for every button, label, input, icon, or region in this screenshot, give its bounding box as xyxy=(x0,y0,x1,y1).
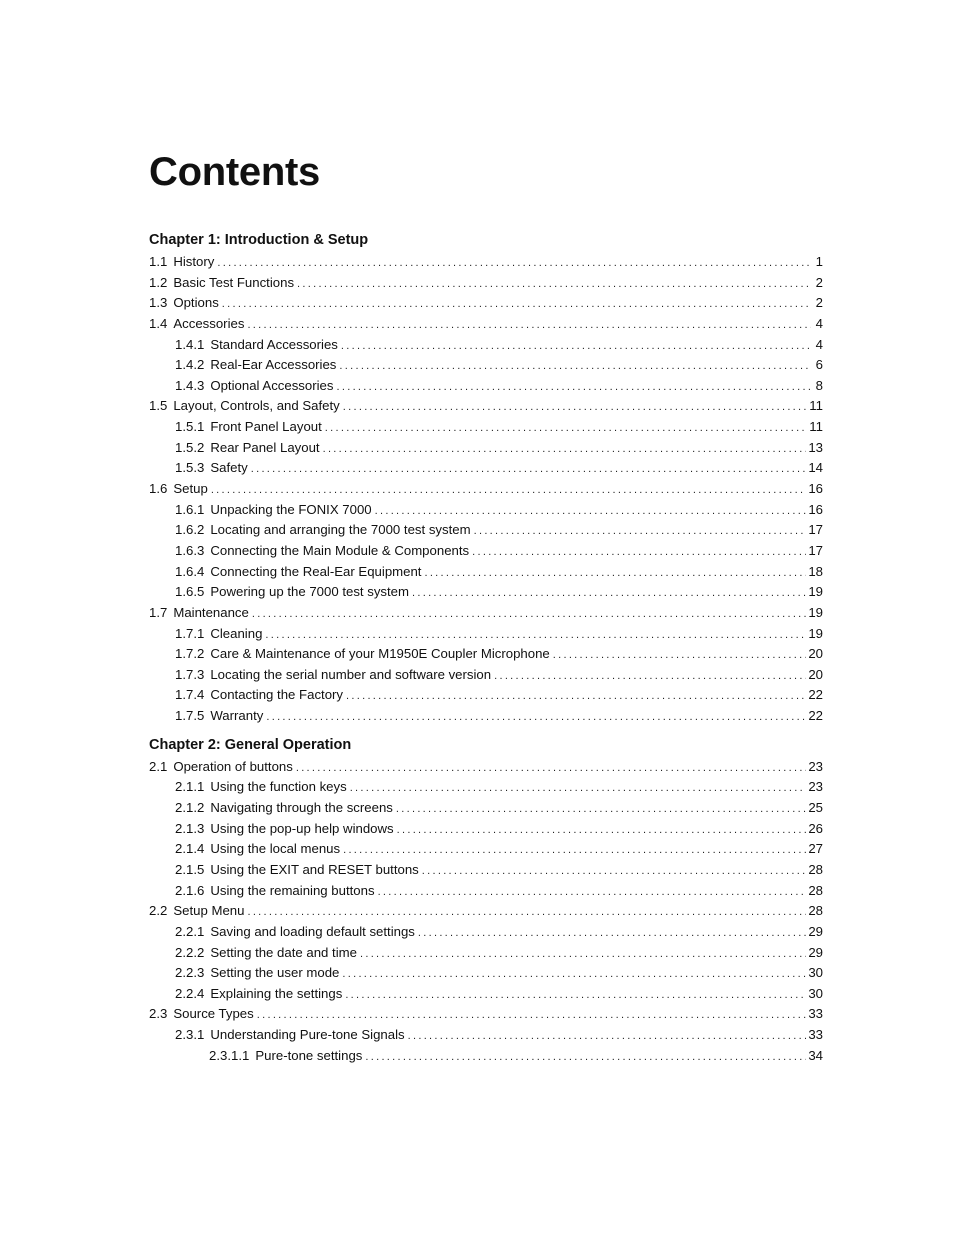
toc-entry-title: Maintenance xyxy=(173,604,249,620)
toc-entry[interactable] xyxy=(149,1025,823,1046)
toc-entry-number: 1.6.3 xyxy=(175,542,205,558)
toc-entry-number: 1.5.3 xyxy=(175,460,205,476)
toc-entry-title: Understanding Pure-tone Signals xyxy=(210,1027,405,1043)
dot-leader xyxy=(375,501,807,522)
toc-entry-page-number: 14 xyxy=(808,460,823,476)
toc-entry-page-number: 26 xyxy=(808,820,823,836)
toc-entry[interactable] xyxy=(149,881,823,902)
toc-entry-page-number: 2 xyxy=(815,274,823,290)
toc-entry-title: Accessories xyxy=(173,315,245,331)
toc-entry-number: 1.6 xyxy=(149,481,168,497)
toc-entry-number: 1.5.2 xyxy=(175,439,205,455)
dot-leader xyxy=(422,861,807,882)
dot-leader xyxy=(378,882,807,903)
toc-entry-number: 2.2.3 xyxy=(175,965,205,981)
toc-entry-title: Setting the user mode xyxy=(210,965,340,981)
toc-entry[interactable] xyxy=(149,417,823,438)
toc-entry[interactable] xyxy=(149,396,823,417)
toc-entry-number: 2.1.5 xyxy=(175,861,205,877)
toc-entry-page-number: 4 xyxy=(815,336,823,352)
toc-entry-number: 1.7 xyxy=(149,604,168,620)
dot-leader xyxy=(325,418,808,439)
toc-entry-title: Locating and arranging the 7000 test system xyxy=(210,522,471,538)
dot-leader xyxy=(342,964,806,985)
dot-leader xyxy=(247,902,806,923)
toc-entry-title: Safety xyxy=(210,460,248,476)
dot-leader xyxy=(323,439,807,460)
toc-entry-title: Real-Ear Accessories xyxy=(210,357,337,373)
toc-entry-number: 2.1.2 xyxy=(175,800,205,816)
toc-entry[interactable] xyxy=(149,479,823,500)
toc-entry-title: Locating the serial number and software version xyxy=(210,666,492,682)
toc-entry-page-number: 6 xyxy=(815,357,823,373)
toc-entry[interactable] xyxy=(149,458,823,479)
toc-entry[interactable] xyxy=(149,963,823,984)
toc-entry-number: 1.6.5 xyxy=(175,584,205,600)
chapter-heading: Chapter 1: Introduction & Setup xyxy=(149,232,369,248)
dot-leader xyxy=(346,686,806,707)
dot-leader xyxy=(553,645,807,666)
toc-entry-title: Connecting the Main Module & Components xyxy=(210,542,470,558)
toc-entry-page-number: 11 xyxy=(809,419,823,435)
dot-leader xyxy=(247,315,811,336)
dot-leader xyxy=(252,604,806,625)
toc-entry-page-number: 28 xyxy=(808,861,823,877)
toc-entry-number: 1.7.4 xyxy=(175,687,205,703)
dot-leader xyxy=(251,459,807,480)
toc-entry-number: 1.7.1 xyxy=(175,625,205,641)
toc-entry-number: 2.1.3 xyxy=(175,820,205,836)
toc-entry-number: 1.3 xyxy=(149,295,168,311)
toc-entry[interactable] xyxy=(149,500,823,521)
toc-entry[interactable] xyxy=(149,562,823,583)
toc-entry[interactable] xyxy=(149,273,823,294)
dot-leader xyxy=(337,377,812,398)
toc-entry-title: Using the function keys xyxy=(210,779,347,795)
toc-entry-title: Standard Accessories xyxy=(210,336,338,352)
toc-entry-number: 1.6.2 xyxy=(175,522,205,538)
toc-entry-number: 1.6.4 xyxy=(175,563,205,579)
toc-entry-title: Care & Maintenance of your M1950E Coupler Microphone xyxy=(210,646,550,662)
dot-leader xyxy=(343,840,806,861)
toc-entry-page-number: 33 xyxy=(808,1027,823,1043)
dot-leader xyxy=(345,985,806,1006)
toc-entry-number: 1.7.5 xyxy=(175,708,205,724)
toc-entry-number: 2.3 xyxy=(149,1006,168,1022)
toc-entry-number: 1.7.3 xyxy=(175,666,205,682)
toc-entry[interactable] xyxy=(149,293,823,314)
dot-leader xyxy=(494,666,806,687)
dot-leader xyxy=(396,799,806,820)
toc-entry-title: History xyxy=(173,254,215,269)
dot-leader xyxy=(222,294,811,315)
toc-entry-title: Source Types xyxy=(173,1006,254,1022)
toc-entry-page-number: 27 xyxy=(808,841,823,857)
toc-entry[interactable] xyxy=(149,520,823,541)
toc-entry-page-number: 28 xyxy=(808,882,823,898)
toc-entry-title: Front Panel Layout xyxy=(210,419,322,435)
dot-leader xyxy=(397,820,807,841)
toc-entry-title: Saving and loading default settings xyxy=(210,923,415,939)
dot-leader xyxy=(474,521,807,542)
dot-leader xyxy=(408,1026,807,1047)
toc-entry[interactable] xyxy=(149,314,823,335)
toc-entry-title: Optional Accessories xyxy=(210,377,334,393)
toc-entry-number: 1.5.1 xyxy=(175,419,205,435)
toc-entry-page-number: 11 xyxy=(809,398,823,414)
toc-entry-title: Rear Panel Layout xyxy=(210,439,320,455)
toc-entry-title: Options xyxy=(173,295,219,311)
toc-entry-page-number: 18 xyxy=(808,563,823,579)
toc-entry-number: 2.3.1.1 xyxy=(209,1047,250,1063)
toc-entry-number: 2.3.1 xyxy=(175,1027,205,1043)
toc-entry-page-number: 29 xyxy=(808,923,823,939)
toc-entry-number: 1.2 xyxy=(149,274,168,290)
toc-entry[interactable] xyxy=(149,685,823,706)
toc-entry[interactable] xyxy=(149,819,823,840)
toc-entry[interactable] xyxy=(149,376,823,397)
toc-entry-title: Warranty xyxy=(210,708,264,724)
toc-entry-title: Contacting the Factory xyxy=(210,687,344,703)
toc-entry[interactable] xyxy=(149,706,823,727)
toc-entry[interactable] xyxy=(149,757,823,778)
toc-entry-page-number: 28 xyxy=(808,903,823,919)
toc-entry-page-number: 29 xyxy=(808,944,823,960)
toc-entry[interactable] xyxy=(149,665,823,686)
toc-entry[interactable] xyxy=(149,798,823,819)
toc-entry-title: Setup xyxy=(173,481,208,497)
toc-entry-number: 1.4.2 xyxy=(175,357,205,373)
toc-entry-number: 2.1 xyxy=(149,758,168,774)
toc-entry-number: 1.7.2 xyxy=(175,646,205,662)
toc-entry-page-number: 13 xyxy=(808,439,823,455)
toc-entry-title: Pure-tone settings xyxy=(255,1047,363,1063)
chapter-heading: Chapter 2: General Operation xyxy=(149,736,352,753)
toc-entry-number: 1.4 xyxy=(149,315,168,331)
toc-entry-page-number: 20 xyxy=(808,646,823,662)
toc-entry-number: 1.6.1 xyxy=(175,501,205,517)
table-of-contents xyxy=(149,229,823,1066)
toc-entry-page-number: 2 xyxy=(815,295,823,311)
toc-entry[interactable] xyxy=(149,438,823,459)
dot-leader xyxy=(257,1005,807,1026)
toc-entry-number: 2.2.2 xyxy=(175,944,205,960)
toc-entry-page-number: 25 xyxy=(808,800,823,816)
toc-entry-number: 2.1.4 xyxy=(175,841,205,857)
dot-leader xyxy=(217,253,811,274)
toc-entry-title: Setup Menu xyxy=(173,903,245,919)
toc-entry[interactable] xyxy=(149,1004,823,1025)
toc-entry[interactable] xyxy=(149,860,823,881)
toc-entry-title: Layout, Controls, and Safety xyxy=(173,398,340,414)
toc-entry[interactable] xyxy=(149,355,823,376)
toc-entry-title: Connecting the Real-Ear Equipment xyxy=(210,563,422,579)
toc-entry-title: Cleaning xyxy=(210,625,263,641)
toc-entry-title: Using the EXIT and RESET buttons xyxy=(210,861,419,877)
toc-entry-page-number: 17 xyxy=(808,522,823,538)
toc-entry-page-number: 1 xyxy=(815,254,823,269)
dot-leader xyxy=(350,778,807,799)
toc-entry[interactable] xyxy=(149,777,823,798)
toc-entry-page-number: 34 xyxy=(808,1047,823,1063)
toc-entry-page-number: 30 xyxy=(808,985,823,1001)
toc-entry[interactable] xyxy=(149,984,823,1005)
toc-entry-page-number: 4 xyxy=(815,315,823,331)
dot-leader xyxy=(341,336,811,357)
toc-entry-number: 1.4.3 xyxy=(175,377,205,393)
toc-entry-page-number: 19 xyxy=(808,584,823,600)
page-title: Contents xyxy=(149,150,320,194)
toc-entry[interactable] xyxy=(149,922,823,943)
toc-entry-title: Basic Test Functions xyxy=(173,274,295,290)
toc-entry[interactable] xyxy=(149,541,823,562)
dot-leader xyxy=(296,758,806,779)
dot-leader xyxy=(360,944,806,965)
toc-entry-page-number: 16 xyxy=(808,481,823,497)
toc-entry-title: Using the pop-up help windows xyxy=(210,820,394,836)
toc-entry-number: 1.1 xyxy=(149,254,168,269)
toc-entry[interactable] xyxy=(149,644,823,665)
dot-leader xyxy=(265,625,806,646)
dot-leader xyxy=(339,356,811,377)
toc-entry[interactable] xyxy=(149,943,823,964)
toc-entry-page-number: 22 xyxy=(808,687,823,703)
toc-entry-page-number: 20 xyxy=(808,666,823,682)
toc-entry[interactable] xyxy=(149,603,823,624)
dot-leader xyxy=(424,563,806,584)
dot-leader xyxy=(472,542,806,563)
toc-entry-title: Using the remaining buttons xyxy=(210,882,375,898)
toc-entry-number: 2.1.1 xyxy=(175,779,205,795)
toc-entry-number: 1.5 xyxy=(149,398,168,414)
toc-entry-number: 2.2.4 xyxy=(175,985,205,1001)
toc-entry-title: Using the local menus xyxy=(210,841,341,857)
toc-entry-number: 2.2 xyxy=(149,903,168,919)
toc-entry[interactable] xyxy=(149,839,823,860)
toc-entry[interactable] xyxy=(149,1046,823,1067)
toc-entry-page-number: 30 xyxy=(808,965,823,981)
toc-entry[interactable] xyxy=(149,252,823,273)
toc-entry-page-number: 8 xyxy=(815,377,823,393)
toc-entry-page-number: 22 xyxy=(808,708,823,724)
dot-leader xyxy=(297,274,811,295)
toc-entry-title: Explaining the settings xyxy=(210,985,343,1001)
toc-entry-title: Powering up the 7000 test system xyxy=(210,584,409,600)
toc-entry-page-number: 16 xyxy=(808,501,823,517)
toc-entry-number: 1.4.1 xyxy=(175,336,205,352)
dot-leader xyxy=(343,397,808,418)
toc-entry[interactable] xyxy=(149,901,823,922)
toc-entry-number: 2.1.6 xyxy=(175,882,205,898)
dot-leader xyxy=(365,1047,806,1068)
toc-entry-page-number: 19 xyxy=(808,625,823,641)
toc-entry[interactable] xyxy=(149,624,823,645)
toc-entry-number: 2.2.1 xyxy=(175,923,205,939)
toc-entry-page-number: 17 xyxy=(808,542,823,558)
dot-leader xyxy=(266,707,806,728)
dot-leader xyxy=(211,480,807,501)
toc-entry-page-number: 23 xyxy=(808,779,823,795)
toc-entry-page-number: 33 xyxy=(808,1006,823,1022)
toc-entry-page-number: 19 xyxy=(808,604,823,620)
toc-entry-title: Navigating through the screens xyxy=(210,800,393,816)
toc-entry-page-number: 23 xyxy=(808,758,823,774)
toc-entry-title: Unpacking the FONIX 7000 xyxy=(210,501,372,517)
dot-leader xyxy=(412,583,806,604)
dot-leader xyxy=(418,923,806,944)
toc-entry-title: Setting the date and time xyxy=(210,944,357,960)
toc-entry-title: Operation of buttons xyxy=(173,758,293,774)
toc-entry[interactable] xyxy=(149,335,823,356)
toc-entry[interactable] xyxy=(149,582,823,603)
